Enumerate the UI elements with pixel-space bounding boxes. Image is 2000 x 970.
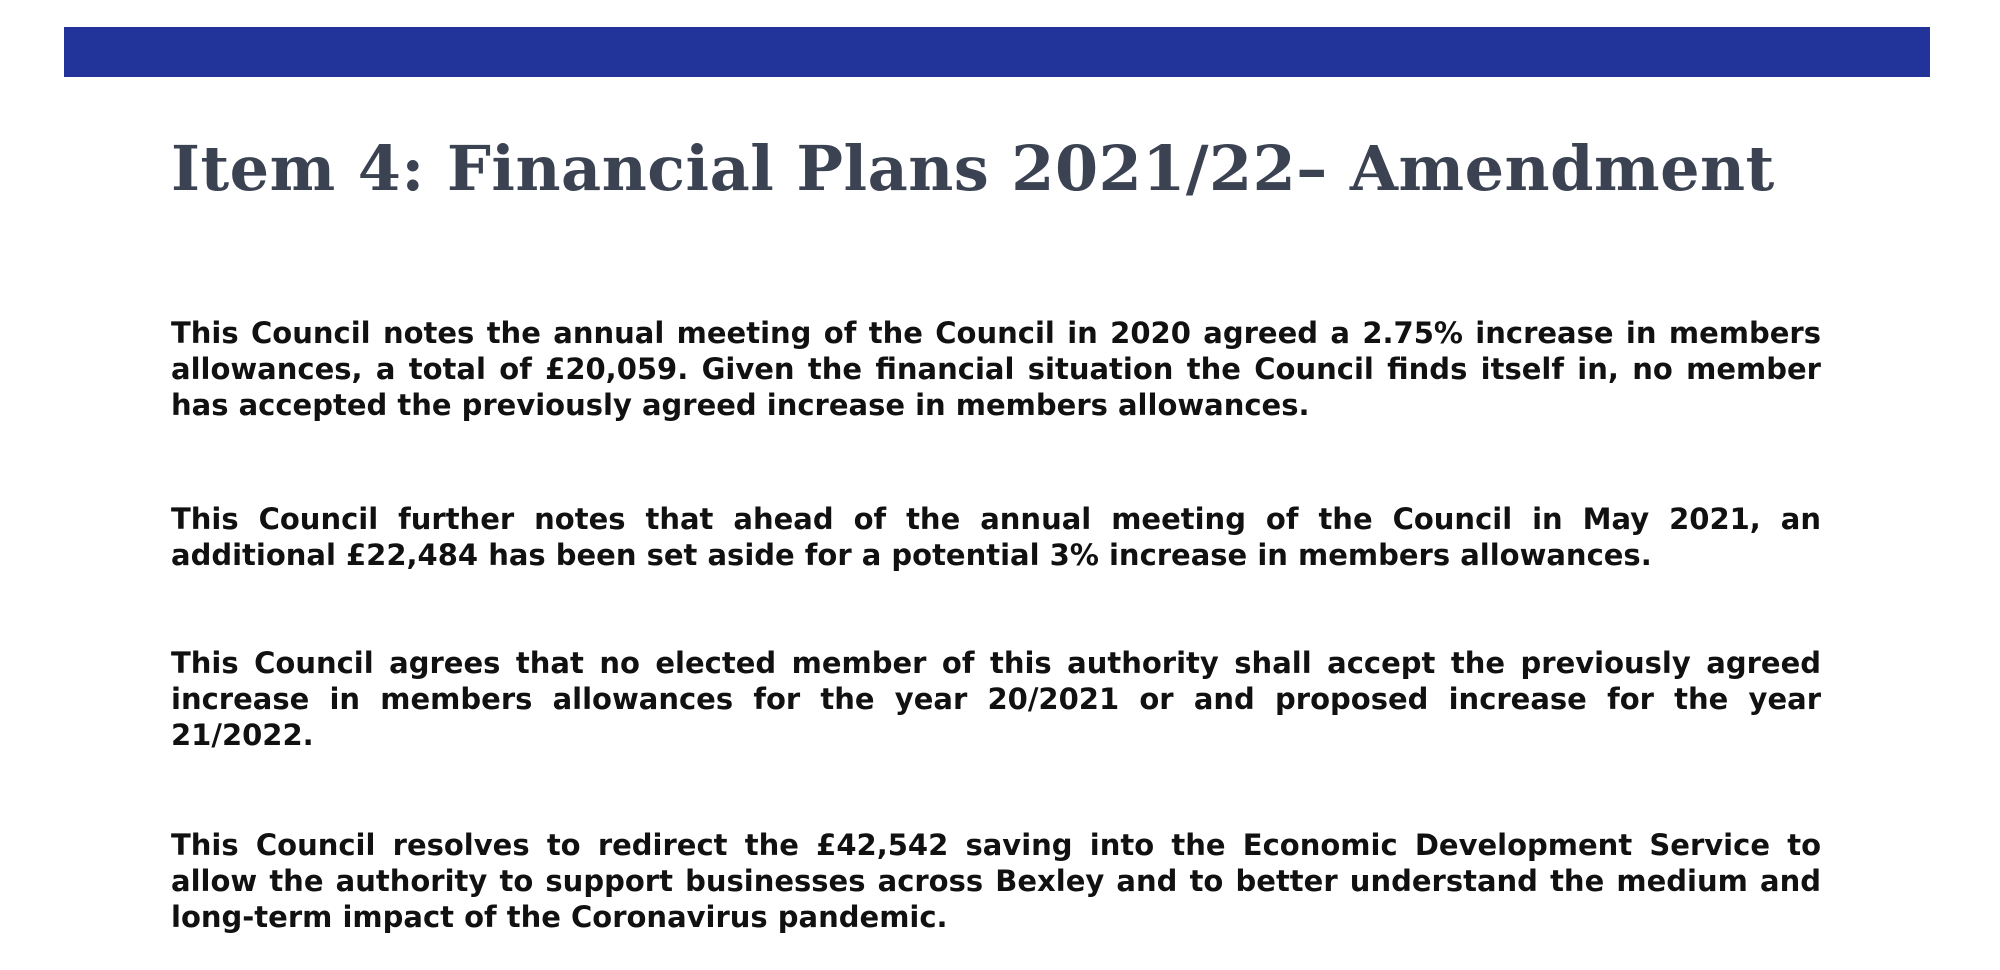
slide-title: Item 4: Financial Plans 2021/22– Amendment — [171, 132, 1775, 205]
paragraph-resolution: This Council resolves to redirect the £42,542 saving into the Economic Development Service to allow the authority to support businesses across Bexley and to better understand the medium and long-term impact of the Coronavirus pandemic. — [171, 828, 1821, 934]
paragraph-agreement: This Council agrees that no elected member of this authority shall accept the previously agreed increase in members allowances for the year 20/2021 or and proposed increase for the year 21/2022. — [171, 646, 1821, 752]
paragraph-noting-2020-increase: This Council notes the annual meeting of the Council in 2020 agreed a 2.75% increase in members allowances, a total of £20,059. Given the financial situation the Council finds itself in, no member has accepted the previously agreed increase in members allowances. — [171, 316, 1821, 422]
paragraph-noting-2021-set-aside: This Council further notes that ahead of the annual meeting of the Council in May 2021, an additional £22,484 has been set aside for a potential 3% increase in members allowances. — [171, 502, 1821, 572]
header-accent-bar — [64, 27, 1930, 77]
